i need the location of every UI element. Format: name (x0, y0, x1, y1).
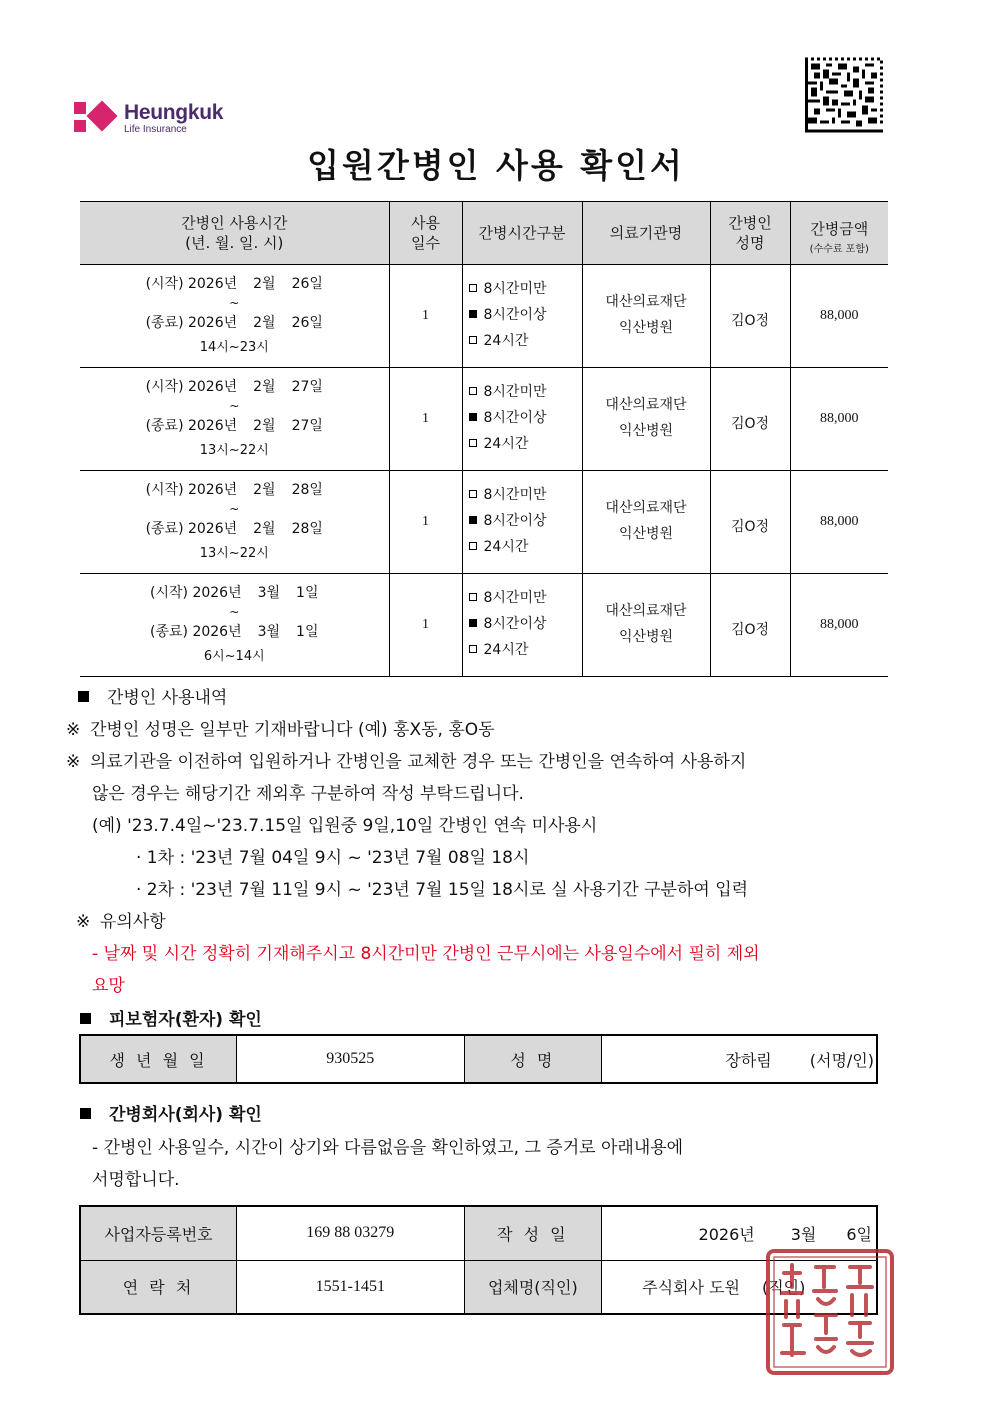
date-cell: 2026년 3월 6일 (602, 1206, 877, 1260)
header-days: 사용 일수 (389, 202, 462, 265)
name-cell (602, 1035, 877, 1083)
company-confirm-text: - 간병인 사용일수, 시간이 상기와 다름없음을 확인하였고, 그 증거로 아래내용에 서명합니다. (92, 1138, 684, 1190)
heungkuk-logo-icon (74, 100, 124, 136)
option-opt1: 8시간미만 (469, 586, 582, 612)
period-hours: 13시~22시 (199, 546, 269, 562)
reg-value: 169 88 03279 (237, 1206, 464, 1260)
checked-box-icon (469, 619, 477, 627)
period-start: (시작) 2026년 2월 27일 (145, 379, 323, 396)
days-cell: 1 (389, 368, 462, 471)
table-row (80, 265, 888, 368)
qr-code-icon (805, 57, 883, 133)
name-value: 장하림 (725, 1050, 772, 1070)
caregiver-cell: 김O정 (710, 574, 790, 677)
dob-value: 930525 (237, 1035, 464, 1083)
header-caregiver: 간병인 성명 (710, 202, 790, 265)
option-opt2: 8시간이상 (469, 612, 582, 638)
date-label: 작 성 일 (464, 1206, 602, 1260)
period-end: (종료) 2026년 2월 27일 (145, 418, 323, 435)
company-name: 주식회사 도원 (642, 1278, 740, 1298)
unchecked-box-icon (469, 439, 477, 447)
category-cell (462, 471, 582, 574)
caution-text: - 날짜 및 시간 정확히 기재해주시고 8시간미만 간병인 근무시에는 사용일수에서 필히 제외 (92, 944, 760, 964)
company-heading: 간병회사(회사) 확인 (80, 1100, 262, 1125)
company-label: 업체명(직인) (464, 1260, 602, 1314)
header-period: 간병인 사용시간 (년. 월. 일. 시) (80, 202, 389, 265)
unchecked-box-icon (469, 284, 477, 292)
usage-heading: 간병인 사용내역 (66, 682, 896, 714)
hospital-cell: 대산의료재단 익산병원 (582, 265, 710, 368)
period-cell: (시작) 2026년 3월 1일 ~ (종료) 2026년 3월 1일 6시~14시 (80, 574, 389, 677)
period-cell: (시작) 2026년 2월 28일 ~ (종료) 2026년 2월 28일 13시~22시 (80, 471, 389, 574)
page-title: 입원간병인 사용 확인서 (307, 146, 685, 185)
option-opt1: 8시간미만 (469, 483, 582, 509)
option-opt3: 24시간 (469, 432, 582, 458)
example-2: · 2차 : '23년 7월 11일 9시 ~ '23년 7월 15일 18시로 실 사용기간 구분하여 입력 (136, 880, 749, 900)
table-header-row (80, 202, 888, 265)
checked-box-icon (469, 413, 477, 421)
period-end: (종료) 2026년 2월 28일 (145, 521, 323, 538)
sign-label: (서명/인) (809, 1050, 874, 1070)
unchecked-box-icon (469, 593, 477, 601)
company-seal-stamp (762, 1245, 898, 1379)
checked-box-icon (469, 516, 477, 524)
caregiver-usage-table (80, 201, 888, 677)
category-cell (462, 368, 582, 471)
hospital-cell: 대산의료재단 익산병원 (582, 574, 710, 677)
period-start: (시작) 2026년 2월 26일 (145, 276, 323, 293)
option-opt2: 8시간이상 (469, 509, 582, 535)
table-row (80, 574, 888, 677)
option-opt2: 8시간이상 (469, 406, 582, 432)
note-1: ※ 간병인 성명은 일부만 기재바랍니다 (예) 홍X동, 홍O동 (66, 720, 495, 740)
brand-sub: Life Insurance (124, 123, 187, 135)
company-logo (74, 100, 223, 136)
unchecked-box-icon (469, 336, 477, 344)
dob-label: 생 년 월 일 (80, 1035, 237, 1083)
option-opt3: 24시간 (469, 535, 582, 561)
days-cell: 1 (389, 471, 462, 574)
contact-label: 연 락 처 (80, 1260, 237, 1314)
unchecked-box-icon (469, 387, 477, 395)
option-opt3: 24시간 (469, 638, 582, 664)
header-hospital: 의료기관명 (582, 202, 710, 265)
period-cell: (시작) 2026년 2월 27일 ~ (종료) 2026년 2월 27일 13시~22시 (80, 368, 389, 471)
header-amount: 간병금액 (수수료 포함) (790, 202, 888, 265)
category-cell (462, 574, 582, 677)
option-opt3: 24시간 (469, 329, 582, 355)
period-start: (시작) 2026년 2월 28일 (145, 482, 323, 499)
note-2: ※ 의료기관을 이전하여 입원하거나 간병인을 교체한 경우 또는 간병인을 연속하여 사용하지 (66, 752, 747, 772)
checked-box-icon (469, 310, 477, 318)
period-start: (시작) 2026년 3월 1일 (150, 585, 319, 602)
amount-cell: 88,000 (790, 574, 888, 677)
caregiver-cell: 김O정 (710, 265, 790, 368)
notes-section (66, 682, 896, 1002)
category-cell (462, 265, 582, 368)
table-row (80, 471, 888, 574)
company-table (79, 1205, 878, 1315)
brand-name: Heungkuk (124, 100, 224, 124)
example: (예) '23.7.4일~'23.7.15일 입원중 9일,10일 간병인 연속 미사용시 (92, 816, 598, 836)
table-row (80, 368, 888, 471)
period-hours: 13시~22시 (199, 443, 269, 459)
period-hours: 6시~14시 (203, 649, 265, 665)
header-category: 간병시간구분 (462, 202, 582, 265)
reg-label: 사업자등록번호 (80, 1206, 237, 1260)
caution-heading: ※ 유의사항 (76, 912, 166, 932)
example-1: · 1차 : '23년 7월 04일 9시 ~ '23년 7월 08일 18시 (136, 848, 530, 868)
days-cell: 1 (389, 574, 462, 677)
contact-value: 1551-1451 (237, 1260, 464, 1314)
period-end: (종료) 2026년 2월 26일 (145, 315, 323, 332)
period-end: (종료) 2026년 3월 1일 (150, 624, 319, 641)
period-hours: 14시~23시 (199, 340, 269, 356)
option-opt1: 8시간미만 (469, 380, 582, 406)
patient-table (79, 1034, 878, 1084)
hospital-cell: 대산의료재단 익산병원 (582, 471, 710, 574)
days-cell: 1 (389, 265, 462, 368)
option-opt1: 8시간미만 (469, 277, 582, 303)
note-2-cont: 않은 경우는 해당기간 제외후 구분하여 작성 부탁드립니다. (92, 784, 524, 804)
unchecked-box-icon (469, 645, 477, 653)
unchecked-box-icon (469, 490, 477, 498)
name-label: 성 명 (464, 1035, 602, 1083)
caution-text-cont: 요망 (92, 976, 125, 996)
caregiver-cell: 김O정 (710, 471, 790, 574)
amount-cell: 88,000 (790, 265, 888, 368)
amount-cell: 88,000 (790, 368, 888, 471)
period-cell: (시작) 2026년 2월 26일 ~ (종료) 2026년 2월 26일 14시~23시 (80, 265, 389, 368)
caregiver-cell: 김O정 (710, 368, 790, 471)
unchecked-box-icon (469, 542, 477, 550)
hospital-cell: 대산의료재단 익산병원 (582, 368, 710, 471)
option-opt2: 8시간이상 (469, 303, 582, 329)
patient-heading: 피보험자(환자) 확인 (80, 1005, 262, 1030)
amount-cell: 88,000 (790, 471, 888, 574)
seal-label: (직인) (761, 1278, 806, 1298)
